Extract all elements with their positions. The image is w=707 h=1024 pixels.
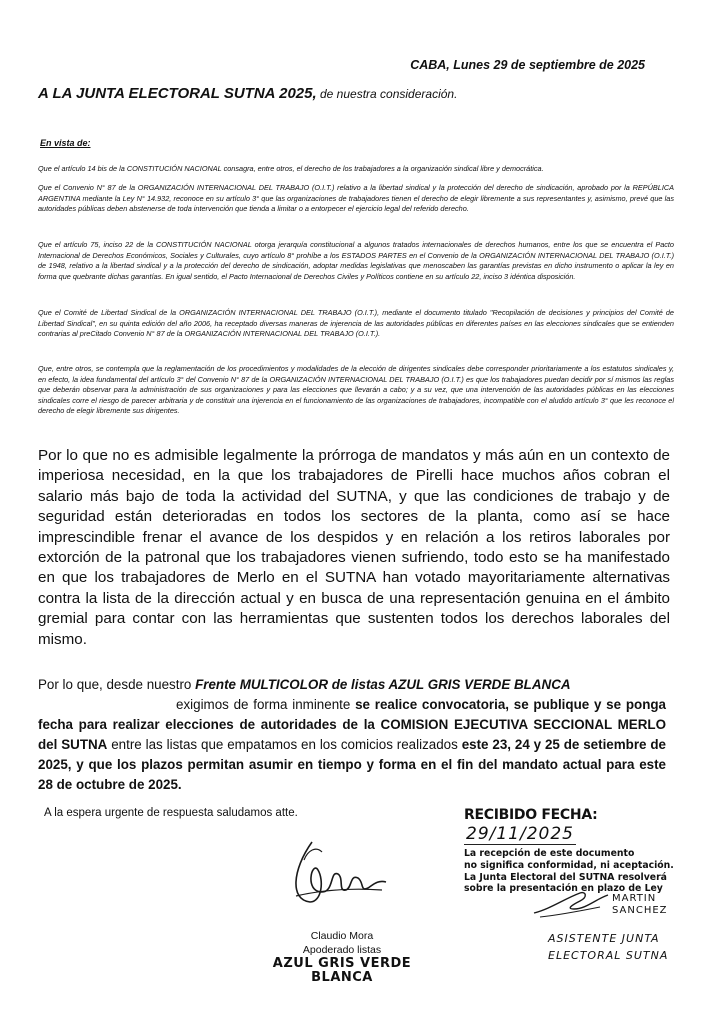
main-paragraph: Por lo que no es admisible legalmente la prórroga de mandatos y más aún en un contexto de imperiosa necesidad, en la que los trabajadores de Pirelli hace muchos años cobran el salario más bajo de toda la actividad del SUTNA, y que las condiciones de trabajo y de seguridad están deterioradas en todos los sectores de la planta, como así se hace imprescindible frenar el avance de los despidos y en relación a los retiros laborales por extorción de la patronal que los trabajadores vienen sufriendo, todo esto se ha manifestado en que los trabajadores de Merlo en el SUTNA han votado mayoritariamente alternativas contra la lista de la dirección actual y en busca de una representación genuina en el ámbito gremial para contar con las herramientas que sustenten todos los derechos laborales del mismo.: [38, 447, 670, 648]
closing-lead: Por lo que, desde nuestro: [38, 677, 196, 692]
consideration-2: Que el Convenio N° 87 de la ORGANIZACIÓN INTERNACIONAL DEL TRABAJO (O.I.T.) relativo a la libertad sindical y la protección del derecho de sindicación, aprobado por la REPÚBLICA ARGENTINA mediante la Ley N° 14.932, reconoce en su artículo 3° que las organizaciones de trabajadores tienen el derecho de elegir libremente a sus representantes y, asimismo, prevé que las autoridades públicas deben abstenerse de toda intervención que tienda a limitar o a entorpecer el ejercicio legal del referido derecho.: [38, 183, 674, 214]
consideration-1: Que el artículo 14 bis de la CONSTITUCIÓN NACIONAL consagra, entre otros, el derecho de los trabajadores a la organización sindical libre y democrática.: [38, 164, 544, 173]
demand-dates: este 23, 24 y 25 de setiembre de 2025, y que los plazos permitan asumir en tiempo y forma en el fin del mandato actual para este 28 de octubre de 2025.: [38, 737, 666, 792]
receiver-name-line1: MARTIN: [612, 893, 657, 904]
closing-lead-line: [38, 675, 666, 695]
received-stamp: [464, 806, 694, 895]
closing-demand: [38, 695, 666, 795]
signatory-lists: AZUL GRIS VERDE BLANCA: [272, 956, 412, 985]
demand-start: exigimos de forma inminente: [176, 697, 356, 712]
addressee-rest: de nuestra consideración.: [316, 87, 458, 101]
consideration-4: Que el Comité de Libertad Sindical de la ORGANIZACIÓN INTERNACIONAL DEL TRABAJO (O.I.T.), mediante el documento titulado "Recopilación de decisiones y principios del Comité de Libertad Sindical", en su quinta edición del año 2006, ha receptado diversas maneras de injerencia de las autoridades públicas en diferentes países en las elecciones sindicales que se entienden contrarias al preCitado Convenio N° 87 de la ORGANIZACIÓN INTERNACIONAL DEL TRABAJO (O.I.T.).: [38, 308, 674, 339]
stamp-handwritten-date: 29/11/2025: [466, 824, 574, 844]
stamp-line: La Junta Electoral del SUTNA resolverá: [464, 871, 667, 883]
consideration-3: Que el artículo 75, inciso 22 de la CONSTITUCIÓN NACIONAL otorga jerarquía constitucional a algunos tratados internacionales de derechos humanos, entre los que se encuentra el Pacto Internacional de Derechos Económicos, Sociales y Culturales, cuyo artículo 8° prohíbe a los ESTADOS PARTES en el Convenio de la ORGANIZACIÓN INTERNACIONAL DEL TRABAJO (O.I.T.) de 1948, relativo a la libertad sindical y a la protección del derecho de sindicación, adoptar medidas legislativas que menoscaben las garantías previstas en dicho instrumento o aplicar la ley en forma que quebrante dichas garantías. En igual sentido, el Pacto Internacional de Derechos Civiles y Políticos contiene en su artículo 22, inciso 3 idéntica disposición.: [38, 240, 674, 281]
consideration-5: Que, entre otros, se contempla que la reglamentación de los procedimientos y modalidades de la elección de dirigentes sindicales debe corresponder prioritariamente a los estatutos sindicales y, en efecto, la idea fundamental del artículo 3° del Convenio N° 87 de la ORGANIZACIÓN INTERNACIONAL DEL TRABAJO (O.I.T.) es que los trabajadores puedan decidir por sí mismos las reglas que deberán observar para la administración de sus organizaciones y para las elecciones que llevarán a cabo; y a su vez, que una intervención de las autoridades públicas en las elecciones sindicales corre el riesgo de parecer arbitraria y de constituir una injerencia en el funcionamiento de las organizaciones de trabajadores, incompatible con el aludido artículo 3° que les reconoce el derecho de elegir libremente sus dirigentes.: [38, 364, 674, 416]
signatory-name: Claudio Mora: [310, 930, 374, 942]
addressee-line: [38, 85, 457, 102]
closing-paragraph: [38, 675, 666, 795]
stamp-line: sobre la presentación en plazo de Ley: [464, 883, 663, 895]
receiver-role-line2: ELECTORAL SUTNA: [548, 949, 669, 962]
en-vista-heading: En vista de:: [40, 138, 91, 148]
receiver-signature: [530, 885, 610, 921]
document-date: CABA, Lunes 29 de septiembre de 2025: [410, 58, 645, 72]
stamp-line: no significa conformidad, ni aceptación.: [464, 859, 674, 871]
stamp-heading: RECIBIDO FECHA:: [464, 807, 598, 823]
receiver-role: [548, 930, 668, 964]
farewell-line: A la espera urgente de respuesta saludamos atte.: [44, 807, 298, 819]
receiver-role-line1: ASISTENTE JUNTA: [548, 932, 660, 945]
demand-bold: se realice convocatoria, se publique y se ponga fecha para realizar elecciones de autoridades de la COMISION EJECUTIVA SECCIONAL MERLO del SUTNA: [38, 697, 666, 752]
stamp-line: La recepción de este documento: [464, 848, 635, 859]
signatory-block: [252, 930, 432, 984]
signatory-role: Apoderado listas: [302, 943, 382, 956]
demand-mid: entre las listas que empatamos en los comicios realizados: [107, 737, 462, 752]
signature-claudio-mora: [282, 830, 392, 910]
front-name: Frente MULTICOLOR de listas AZUL GRIS VERDE BLANCA: [195, 677, 571, 692]
receiver-name-line2: SANCHEZ: [612, 905, 668, 916]
receiver-name: [612, 893, 668, 917]
addressee-title: A LA JUNTA ELECTORAL SUTNA 2025,: [38, 85, 317, 102]
